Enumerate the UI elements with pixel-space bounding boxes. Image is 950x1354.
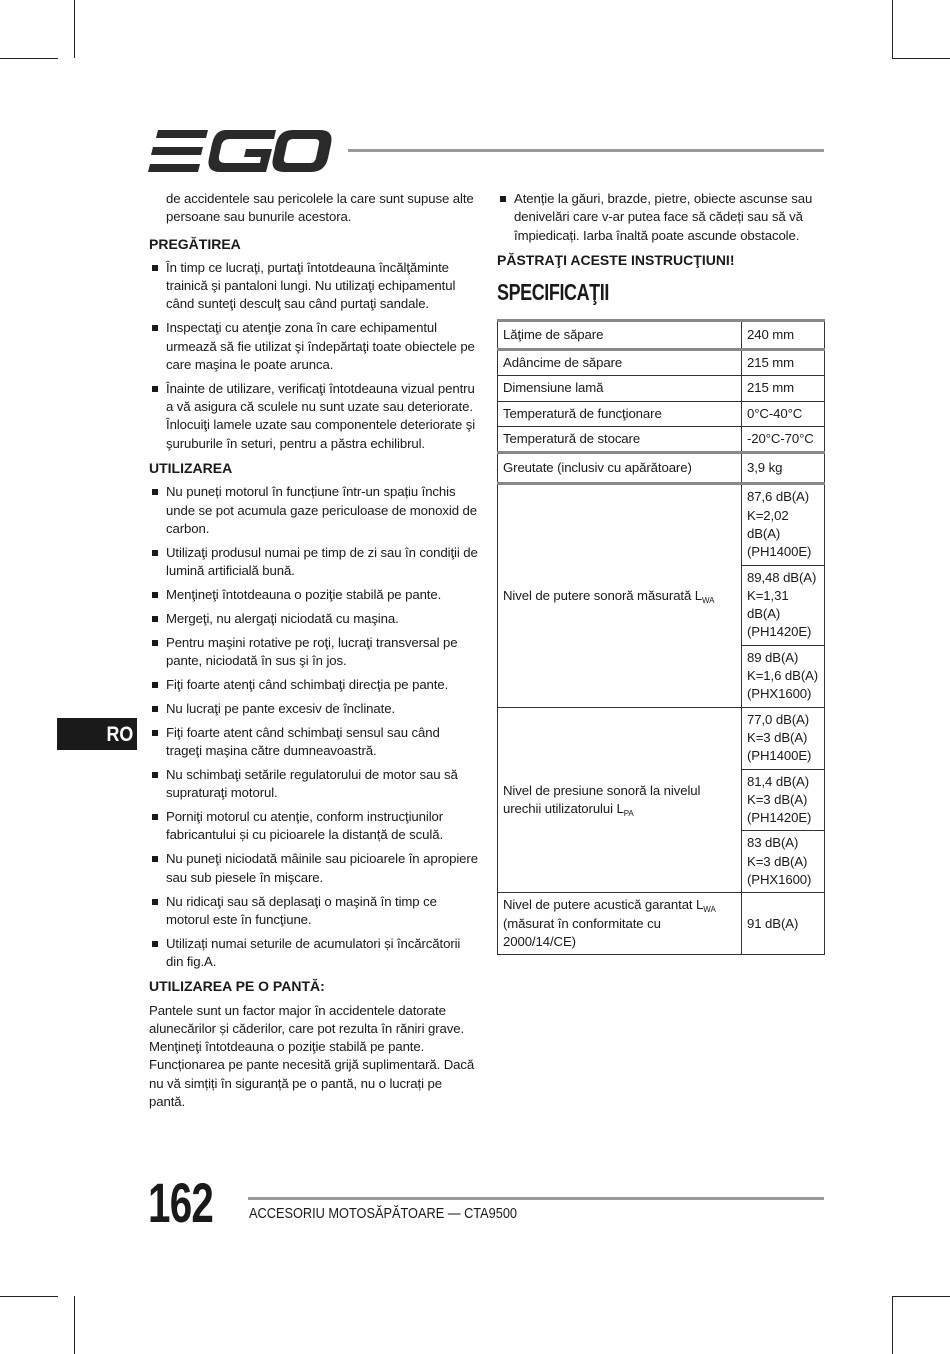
footer-rule: [248, 1197, 824, 1200]
list-item: Porniţi motorul cu atenţie, conform instrucţiunilor fabricantului și cu picioarele la distanță de sculă.: [149, 808, 479, 845]
crop-mark: [0, 58, 58, 59]
list-item: Nu lucraţi pe pante excesiv de înclinate.: [149, 700, 479, 718]
spec-value: 3,9 kg: [742, 453, 825, 484]
label-text: (măsurat în conformitate cu 2000/14/CE): [503, 915, 661, 949]
table-row: [498, 427, 825, 453]
table-row: [498, 893, 825, 955]
spec-value: 77,0 dB(A) K=3 dB(A) (PH1400E): [742, 707, 825, 769]
crop-mark: [74, 1296, 75, 1354]
bullet-list: [149, 483, 479, 971]
spec-label: Adâncime de săpare: [498, 350, 742, 376]
footer-title-text: ACCESORIU MOTOSĂPĂTOARE — CTA9500: [249, 1206, 518, 1222]
specifications-table: [497, 319, 825, 955]
section-heading-panta: UTILIZAREA PE O PANTĂ:: [149, 978, 325, 995]
crop-mark: [892, 1296, 893, 1354]
section-heading-pregatirea: PREGĂTIREA: [149, 235, 241, 252]
ego-logo: [148, 128, 334, 174]
table-row: [498, 401, 825, 426]
subscript: WA: [703, 905, 716, 915]
spec-value: 81,4 dB(A) K=3 dB(A) (PH1420E): [742, 769, 825, 831]
header-rule: [348, 149, 824, 152]
specifications-title: SPECIFICAŢII: [497, 279, 609, 306]
spec-value: 91 dB(A): [742, 893, 825, 955]
spec-value: 87,6 dB(A) K=2,02 dB(A) (PH1400E): [742, 484, 825, 565]
crop-mark: [892, 0, 893, 58]
list-item: Inspectaţi cu atenţie zona în care echipamentul urmează să fie utilizat şi îndepărtaţi toate obiectele pe care maşina le poate arunca.: [149, 319, 479, 374]
list-item: Nu puneți motorul în funcțiune într-un spațiu închis unde se pot acumula gaze periculoase de monoxid de carbon.: [149, 483, 479, 538]
table-row: [498, 376, 825, 401]
table-row: [498, 350, 825, 376]
table-row: [498, 484, 825, 565]
slope-paragraph: Pantele sunt un factor major în accidentele datorate alunecărilor și căderilor, care pot rezulta în răniri grave. Menţineţi întotdeauna o poziţie stabilă pe pante. Funcționarea pe pante necesită grijă suplimentară. Dacă nu vă simțiți în siguranță pe o pantă, nu o lucrați pe pantă.: [149, 1002, 475, 1110]
page-number: 162: [148, 1171, 214, 1234]
list-item: Pentru maşini rotative pe roţi, lucraţi transversal pe pante, niciodată în sus şi în jos.: [149, 634, 479, 671]
label-text: Nivel de presiune sonoră la nivelul urechii utilizatorului L: [503, 782, 701, 816]
list-item: Nu schimbaţi setările regulatorului de motor sau să supraturaţi motorul.: [149, 766, 479, 803]
table-row: [498, 707, 825, 769]
spec-label-sound-power: [498, 484, 742, 707]
label-text: Nivel de putere sonoră măsurată L: [503, 587, 703, 603]
spec-label: Dimensiune lamă: [498, 376, 742, 401]
subscript: PA: [623, 808, 634, 818]
list-item: Mergeţi, nu alergaţi niciodată cu maşina.: [149, 610, 479, 628]
list-item: Atenție la găuri, brazde, pietre, obiecte ascunse sau denivelări care v-ar putea face să cădeți sau să vă împiedicați. Iarba înaltă poate ascunde obstacole.: [497, 190, 825, 245]
spec-value: 0°C-40°C: [742, 401, 825, 426]
list-item: Fiţi foarte atenţi când schimbaţi direcţia pe pante.: [149, 676, 479, 694]
list-item: Utilizaţi produsul numai pe timp de zi sau în condiţii de lumină artificială bună.: [149, 544, 479, 581]
label-text: Nivel de putere acustică garantat L: [503, 897, 704, 913]
crop-mark: [892, 58, 950, 59]
intro-continuation: de accidentele sau pericolele la care sunt supuse alte persoane sau bunurile acestora.: [166, 191, 474, 225]
list-item: În timp ce lucraţi, purtaţi întotdeauna încălţăminte trainică şi pantaloni lungi. Nu utilizaţi echipamentul când sunteţi desculţ sau când purtaţi sandale.: [149, 259, 479, 314]
spec-label-guaranteed: [498, 893, 742, 955]
spec-value: 215 mm: [742, 350, 825, 376]
spec-value: 240 mm: [742, 321, 825, 350]
right-column: [497, 190, 825, 955]
left-column: [149, 190, 479, 1111]
list-item: Înainte de utilizare, verificaţi întotdeauna vizual pentru a vă asigura că sculele nu sunt uzate sau deteriorate. Înlocuiţi lamele uzate sau componentele deteriorate şi şuruburile în seturi, pentru a păstra echilibrul.: [149, 380, 479, 453]
section-heading-utilizarea: UTILIZAREA: [149, 460, 233, 477]
table-row: [498, 453, 825, 484]
spec-label: Greutate (inclusiv cu apărătoare): [498, 453, 742, 484]
list-item: Fiţi foarte atent când schimbaţi sensul sau când trageţi maşina către dumneavoastră.: [149, 724, 479, 761]
language-tab: [57, 718, 137, 750]
spec-label-sound-pressure: [498, 707, 742, 893]
crop-mark: [74, 0, 75, 58]
crop-mark: [0, 1296, 58, 1297]
keep-instructions-heading: PĂSTRAŢI ACESTE INSTRUCŢIUNI!: [497, 251, 735, 268]
spec-value: 83 dB(A) K=3 dB(A) (PHX1600): [742, 831, 825, 893]
bullet-list: [149, 259, 479, 453]
spec-value: -20°C-70°C: [742, 427, 825, 453]
list-item: Utilizați numai seturile de acumulatori și încărcătorii din fig.A.: [149, 935, 479, 972]
list-item: Nu puneţi niciodată mâinile sau picioarele în apropiere sau sub piesele în mişcare.: [149, 850, 479, 887]
spec-value: 215 mm: [742, 376, 825, 401]
footer-title: [249, 1206, 554, 1222]
spec-value: 89,48 dB(A) K=1,31 dB(A) (PH1420E): [742, 565, 825, 645]
crop-mark: [892, 1296, 950, 1297]
spec-label: Temperatură de funcţionare: [498, 401, 742, 426]
list-item: Nu ridicaţi sau să deplasaţi o maşină în timp ce motorul este în funcţiune.: [149, 893, 479, 930]
list-item: Menţineţi întotdeauna o poziţie stabilă pe pante.: [149, 586, 479, 604]
table-row: [498, 321, 825, 350]
language-label: RO: [105, 723, 133, 746]
bullet-list: [497, 190, 825, 245]
spec-label: Lăţime de săpare: [498, 321, 742, 350]
spec-value: 89 dB(A) K=1,6 dB(A) (PHX1600): [742, 645, 825, 707]
spec-label: Temperatură de stocare: [498, 427, 742, 453]
subscript: WA: [702, 595, 715, 605]
